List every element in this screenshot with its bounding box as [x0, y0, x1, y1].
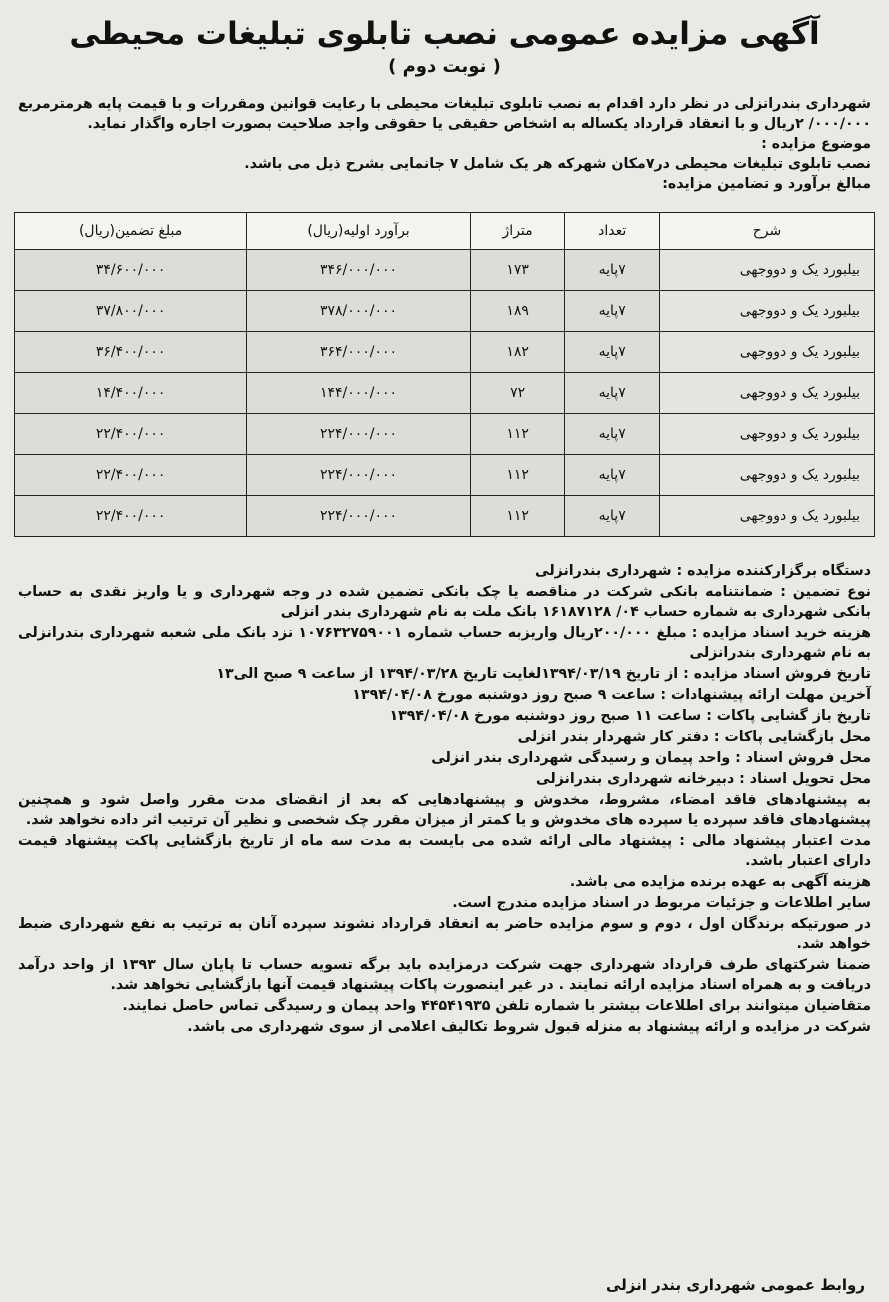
cell-estimate: ۳۷۸/۰۰۰/۰۰۰	[247, 291, 471, 332]
detail-guarantee-type	[18, 582, 871, 622]
header-description: شرح	[660, 213, 875, 250]
detail-text: به پیشنهادهای فاقد امضاء، مشروط، مخدوش و پیشنهادهایی که بعد از انقضای مدت مقرر واصل شود و همچنین پیشنهادهای فاقد سپرده یا سپرده های مخدوش و یا کمتر از میزان مقرر چک شخصی و نظیر آن ترتیب اثر داده نخواهد شد.	[18, 792, 871, 828]
subject-text: نصب تابلوی تبلیغات محیطی در۷مکان شهرکه هر یک شامل ۷ جانمایی بشرح ذیل می باشد.	[244, 156, 871, 172]
detail-delivery-place	[18, 769, 871, 789]
cell-estimate: ۲۲۴/۰۰۰/۰۰۰	[247, 414, 471, 455]
detail-text: شرکت در مزایده و ارائه پیشنهاد به منزله قبول شروط تکالیف اعلامی از سوی شهرداری می باشد.	[187, 1019, 871, 1035]
cell-count: ۷پایه	[565, 455, 660, 496]
cell-area: ۱۷۳	[470, 250, 565, 291]
cell-estimate: ۱۴۴/۰۰۰/۰۰۰	[247, 373, 471, 414]
detail-label: نوع تضمین :	[780, 584, 872, 600]
detail-label: تاریخ باز گشایی پاکات :	[706, 708, 871, 724]
header-count: تعداد	[565, 213, 660, 250]
table-row	[15, 291, 875, 332]
cell-area: ۷۲	[470, 373, 565, 414]
detail-text: در صورتیکه برندگان اول ، دوم و سوم مزایده حاضر به انعقاد قرارداد نشوند سپرده آنان به ترتیب به نفع شهرداری ضبط خواهد شد.	[18, 916, 871, 952]
cell-description: بیلبورد یک و دووجهی	[660, 373, 875, 414]
details-section	[12, 561, 877, 1037]
cell-description: بیلبورد یک و دووجهی	[660, 291, 875, 332]
table-row	[15, 250, 875, 291]
cell-area: ۱۸۹	[470, 291, 565, 332]
detail-text: مبلغ ۲۰۰/۰۰۰ریال واریزبه حساب شماره ۱۰۷۶۳۲۷۵۹۰۰۱ نزد بانک ملی شعبه شهرداری بندرانزلی به نام شهرداری بندرانزلی	[18, 625, 871, 661]
detail-sale-date	[18, 664, 871, 684]
detail-label: مدت اعتبار پیشنهاد مالی :	[679, 833, 871, 849]
table-row	[15, 373, 875, 414]
header-estimate: برآورد اولیه(ریال)	[247, 213, 471, 250]
cell-estimate: ۲۲۴/۰۰۰/۰۰۰	[247, 496, 471, 537]
table-row	[15, 455, 875, 496]
auction-table-wrapper	[14, 212, 875, 537]
detail-text: سایر اطلاعات و جزئیات مربوط در اسناد مزایده مندرج است.	[452, 895, 871, 911]
cell-count: ۷پایه	[565, 250, 660, 291]
table-row	[15, 414, 875, 455]
subject-label: موضوع مزایده :	[761, 136, 871, 152]
cell-area: ۱۱۲	[470, 455, 565, 496]
cell-description: بیلبورد یک و دووجهی	[660, 496, 875, 537]
cell-description: بیلبورد یک و دووجهی	[660, 414, 875, 455]
cell-guarantee: ۳۶/۴۰۰/۰۰۰	[15, 332, 247, 373]
table-header-row	[15, 213, 875, 250]
cell-description: بیلبورد یک و دووجهی	[660, 455, 875, 496]
detail-label: محل تحویل اسناد :	[739, 771, 871, 787]
detail-text: ساعت ۱۱ صبح روز دوشنبه مورخ ۱۳۹۴/۰۴/۰۸	[389, 708, 707, 724]
detail-text: شهرداری بندرانزلی	[534, 563, 677, 579]
cell-guarantee: ۱۴/۴۰۰/۰۰۰	[15, 373, 247, 414]
detail-text: ضمانتنامه بانکی شرکت در مناقصه یا چک بانکی تضمین شده در وجه شهرداری و یا واریز نقدی به حساب بانکی شهرداری به شماره حساب ۰۴/ ۱۶۱۸۷۱۲۸ بانک ملت به نام شهرداری بندر انزلی	[18, 584, 871, 620]
detail-opening-place	[18, 727, 871, 747]
cell-area: ۱۸۲	[470, 332, 565, 373]
ad-subtitle: ( نوبت دوم )	[388, 56, 501, 77]
detail-label: تاریخ فروش اسناد مزایده :	[683, 666, 871, 682]
detail-label: دستگاه برگزارکننده مزایده :	[676, 563, 871, 579]
cell-count: ۷پایه	[565, 496, 660, 537]
auction-table	[14, 212, 875, 537]
signature: روابط عمومی شهرداری بندر انزلی	[605, 1276, 865, 1294]
cell-area: ۱۱۲	[470, 414, 565, 455]
cell-description: بیلبورد یک و دووجهی	[660, 250, 875, 291]
detail-forfeit	[18, 914, 871, 954]
detail-label: محل فروش اسناد :	[735, 750, 871, 766]
table-row	[15, 332, 875, 373]
detail-text: متقاضیان میتوانند برای اطلاعات بیشتر با شماره تلفن ۴۴۵۴۱۹۳۵ واحد پیمان و رسیدگی تماس حاصل نمایند.	[122, 998, 871, 1014]
header-guarantee: مبلغ تضمین(ریال)	[15, 213, 247, 250]
cell-estimate: ۳۶۴/۰۰۰/۰۰۰	[247, 332, 471, 373]
detail-deadline	[18, 685, 871, 705]
cell-count: ۷پایه	[565, 332, 660, 373]
detail-invalid-offers	[18, 790, 871, 830]
detail-text: پیشنهاد مالی ارائه شده می بایست به مدت سه ماه از تاریخ بازگشایی پاکت پیشنهاد قیمت دارای اعتبار باشد.	[18, 833, 871, 869]
detail-sale-place	[18, 748, 871, 768]
detail-text: هزینه آگهی به عهده برنده مزایده می باشد.	[569, 874, 871, 890]
detail-contact	[18, 996, 871, 1016]
detail-label: محل بازگشایی پاکات :	[713, 729, 871, 745]
intro-paragraph: شهرداری بندرانزلی در نظر دارد اقدام به نصب تابلوی تبلیغات محیطی با رعایت قوانین ومقررات و با قیمت پایه هرمترمربع ۰۰۰/۰۰۰/ ۲ریال و با انعقاد قرارداد یکساله به اشخاص حقیقی یا حقوقی واجد صلاحیت بصورت اجاره واگذار نماید.	[18, 96, 871, 132]
cell-guarantee: ۲۲/۴۰۰/۰۰۰	[15, 455, 247, 496]
cell-guarantee: ۳۴/۶۰۰/۰۰۰	[15, 250, 247, 291]
detail-opening-date	[18, 706, 871, 726]
table-row	[15, 496, 875, 537]
detail-text: واحد پیمان و رسیدگی شهرداری بندر انزلی	[431, 750, 736, 766]
detail-text: ضمنا شرکتهای طرف قرارداد شهرداری جهت شرکت درمزایده باید برگه تسویه حساب تا پایان سال ۱۳۹۳ از واحد درآمد دریافت و به همراه اسناد مزایده ارائه نمایند . در غیر اینصورت پاکات پیشنهاد قیمت آنها بازگشایی نخواهد شد.	[18, 957, 871, 993]
ad-title: آگهی مزایده عمومی نصب تابلوی تبلیغات محیطی	[69, 16, 820, 52]
detail-other-info	[18, 893, 871, 913]
detail-ad-cost	[18, 872, 871, 892]
cell-estimate: ۲۲۴/۰۰۰/۰۰۰	[247, 455, 471, 496]
detail-document-cost	[18, 623, 871, 663]
cell-estimate: ۳۴۶/۰۰۰/۰۰۰	[247, 250, 471, 291]
cell-count: ۷پایه	[565, 414, 660, 455]
cell-area: ۱۱۲	[470, 496, 565, 537]
cell-guarantee: ۲۲/۴۰۰/۰۰۰	[15, 414, 247, 455]
detail-validity	[18, 831, 871, 871]
cell-guarantee: ۳۷/۸۰۰/۰۰۰	[15, 291, 247, 332]
cell-count: ۷پایه	[565, 373, 660, 414]
detail-text: ساعت ۹ صبح روز دوشنبه مورخ ۱۳۹۴/۰۴/۰۸	[352, 687, 661, 703]
cell-description: بیلبورد یک و دووجهی	[660, 332, 875, 373]
detail-text: دبیرخانه شهرداری بندرانزلی	[536, 771, 740, 787]
detail-label: آخرین مهلت ارائه پیشنهادات :	[660, 687, 871, 703]
detail-label: هزینه خرید اسناد مزایده :	[691, 625, 872, 641]
cell-guarantee: ۲۲/۴۰۰/۰۰۰	[15, 496, 247, 537]
detail-acceptance	[18, 1017, 871, 1037]
header-area: متراژ	[470, 213, 565, 250]
detail-settlement	[18, 955, 871, 995]
detail-organizer	[18, 561, 871, 581]
detail-text: دفتر کار شهردار بندر انزلی	[517, 729, 714, 745]
cell-count: ۷پایه	[565, 291, 660, 332]
amounts-label: مبالغ برآورد و تضامین مزایده:	[662, 176, 871, 192]
detail-text: از تاریخ ۱۳۹۴/۰۳/۱۹لغایت تاریخ ۱۳۹۴/۰۳/۲۸ از ساعت ۹ صبح الی۱۳	[216, 666, 684, 682]
